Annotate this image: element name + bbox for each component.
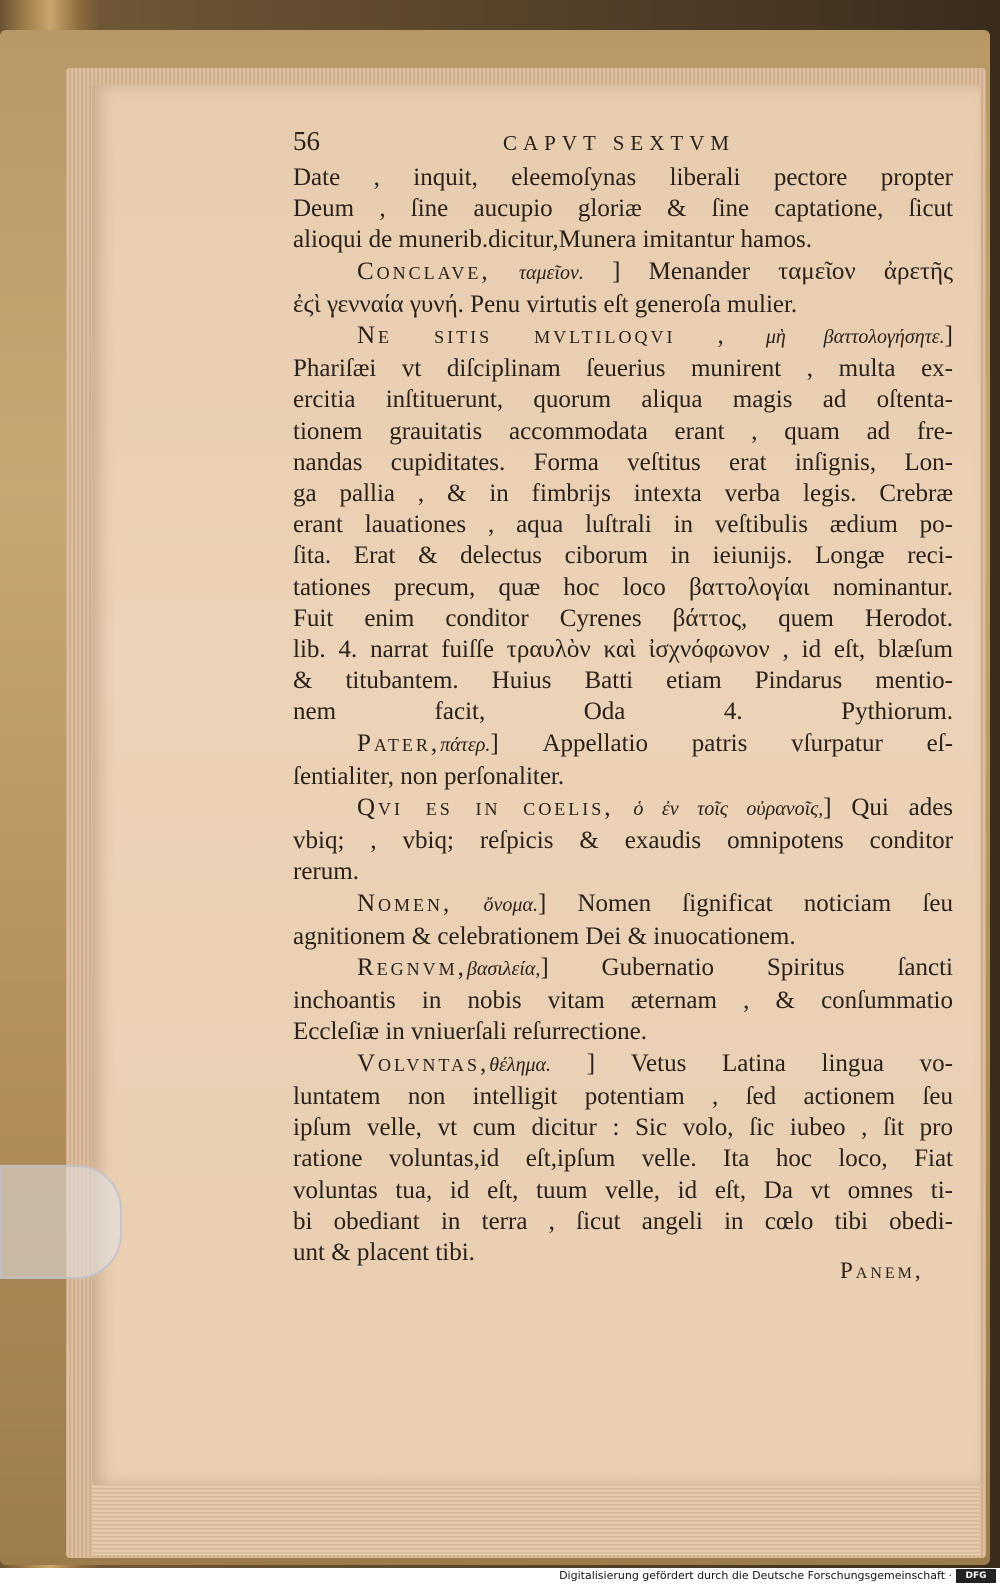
text-line: [293, 728, 953, 761]
text-line: Eccleſiæ in vniuerſali reſurrectione.: [293, 1018, 648, 1046]
text-line: [293, 792, 953, 825]
text-line: [293, 888, 953, 921]
text-line: ga pallia , & in fimbrijs intexta verba legis. Crebræ: [293, 480, 953, 508]
line-text: ] Gubernatio Spiritus ſancti: [540, 954, 953, 982]
greek-term: βασιλεία,: [466, 958, 541, 981]
text-line: tationes precum, quæ hoc loco βαττολογίαι nominantur.: [293, 573, 953, 601]
line-text: ] Qui ades: [823, 794, 954, 822]
text-line: alioqui de munerib.dicitur,Munera imitantur hamos.: [293, 226, 813, 254]
text-line: [293, 952, 953, 985]
text-line: ἐϛὶ γενναία γυνή. Penu virtutis eſt generoſa mulier.: [293, 290, 798, 318]
running-head: CAPVT SEXTVM: [503, 131, 736, 155]
text-line: [293, 320, 953, 353]
text-line: nem facit, Oda 4. Pythiorum.: [293, 698, 953, 726]
greek-term: πάτερ.: [440, 733, 491, 756]
lemma: Volvntas,: [357, 1049, 490, 1077]
line-text: ] Menander ταμεῖον ἀρετῆς: [612, 257, 954, 285]
text-line: voluntas tua, id eſt, tuum velle, id eſt, Da vt omnes ti-: [293, 1176, 953, 1204]
lemma: Qvi es in coelis,: [357, 794, 614, 822]
paragraph: [293, 256, 953, 320]
text-line: ſentialiter, non perſonaliter.: [293, 762, 565, 790]
text-line: ſita. Erat & delectus ciborum in ieiunijs. Longæ reci-: [293, 542, 953, 570]
dfg-logo-icon: DFG: [956, 1569, 996, 1583]
greek-term: μὴ βαττολογήσητε.: [765, 326, 945, 349]
paragraph: [293, 888, 953, 952]
text-line: nandas cupiditates. Forma veſtitus erat inſignis, Lon-: [293, 448, 953, 476]
text-line: erant lauationes , aqua luſtrali in veſtibulis ædium po-: [293, 511, 953, 539]
line-text: ] Appellatio patris vſurpatur eſ-: [490, 729, 953, 757]
text-line: lib. 4. narrat fuiſſe τραυλὸν καὶ ἰσχνόφωνον , id eſt, blæſum: [293, 636, 953, 664]
page-text-block: [293, 126, 953, 1268]
paragraph: [293, 952, 953, 1048]
text-line: vbiq; , vbiq; reſpicis & exaudis omnipotens conditor: [293, 827, 953, 855]
greek-term: ὄνομα.: [483, 893, 538, 916]
text-line: ratione voluntas,id eſt,ipſum velle. Ita hoc loco, Fiat: [293, 1145, 953, 1173]
digitization-footer: [0, 1568, 1000, 1585]
footer-credit: Digitalisierung gefördert durch die Deutsche Forschungsgemeinschaft ·: [559, 1569, 952, 1582]
greek-term: ταμεῖον.: [518, 261, 584, 284]
lemma: Regnvm,: [357, 954, 467, 982]
text-line: tionem grauitatis accommodata erant , quam ad fre-: [293, 417, 953, 445]
lemma: Ne sitis mvltiloqvi ,: [357, 322, 727, 350]
line-text: ]: [944, 322, 953, 350]
catchword: Panem,: [840, 1258, 924, 1283]
page-number: 56: [293, 126, 320, 156]
greek-term: ὁ ἐν τοῖς οὐρανοῖς,: [633, 798, 824, 821]
text-line: & titubantem. Huius Batti etiam Pindarus mentio-: [293, 667, 953, 695]
text-line: luntatem non intelligit potentiam , ſed actionem ſeu: [293, 1082, 953, 1110]
text-line: ipſum velle, vt cum dicitur : Sic volo, ſic iubeo , ſit pro: [293, 1114, 953, 1142]
page-bottom-edges: [92, 1485, 980, 1555]
text-line: Fuit enim conditor Cyrenes βάττος, quem Herodot.: [293, 604, 953, 632]
text-line: Phariſæi vt diſciplinam ſeuerius munirent , multa ex-: [293, 355, 953, 383]
text-line: agnitionem & celebrationem Dei & inuocationem.: [293, 922, 796, 950]
paragraph: [293, 1048, 953, 1268]
text-line: Deum , ſine aucupio gloriæ & ſine captatione, ſicut: [293, 195, 953, 223]
line-text: ] Vetus Latina lingua vo-: [586, 1049, 953, 1077]
page-clip: [0, 1165, 122, 1279]
text-line: Date , inquit, eleemoſynas liberali pectore propter: [293, 164, 953, 191]
text-line: rerum.: [293, 858, 359, 886]
text-line: bi obediant in terra , ſicut angeli in cœlo tibi obedi-: [293, 1207, 953, 1235]
lemma: Nomen,: [357, 889, 453, 917]
paragraph: [293, 728, 953, 792]
paragraph: [293, 320, 953, 728]
lemma: Conclave,: [357, 257, 491, 285]
greek-term: θέλημα.: [489, 1053, 552, 1076]
text-line: ercitia inſtituerunt, quorum aliqua magis ad oſtenta-: [293, 386, 953, 414]
text-line: unt & placent tibi.: [293, 1238, 475, 1266]
page-header: [293, 126, 953, 162]
text-line: [293, 256, 953, 289]
text-line: inchoantis in nobis vitam æternam , & conſummatio: [293, 987, 953, 1015]
paragraph: [293, 162, 953, 256]
lemma: Pater,: [357, 729, 441, 757]
line-text: ] Nomen ſignificat noticiam ſeu: [537, 889, 954, 917]
text-line: [293, 1048, 953, 1081]
paragraph: [293, 792, 953, 888]
